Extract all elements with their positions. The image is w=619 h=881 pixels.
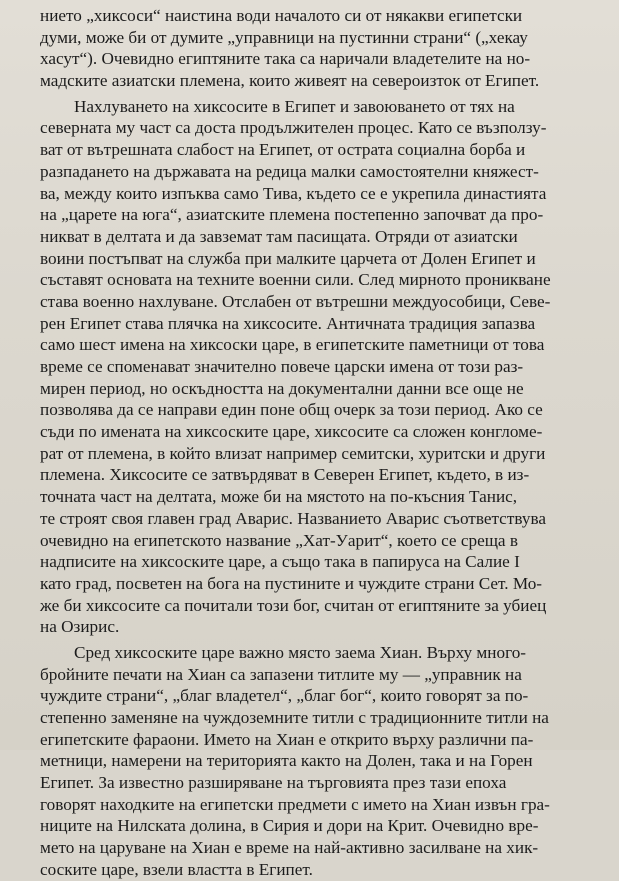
paragraph-2 (40, 96, 608, 638)
text-line: нието „хиксоси“ наистина води началото си от някакви египетски (40, 6, 523, 25)
page-text (40, 5, 608, 881)
text-line: северната му част са доста продължителен процес. Като се възползу- (40, 118, 547, 138)
text-line: хасут“). Очевидно египтяните така са наричали владетелите на но- (40, 49, 531, 69)
text-line: никват в делтата и да завземат там пасищата. Отряди от азиатски (40, 226, 518, 246)
text-line: разпадането на държавата на редица малки самостоятелни княжест- (40, 161, 539, 181)
text-line: точната част на делтата, може би на мястото на по-късния Танис, (40, 487, 518, 507)
text-line: на „царете на юга“, азиатските племена постепенно започват да про- (40, 205, 544, 225)
text-line: воини постъпват на служба при малките царчета от Долен Египет и (40, 248, 536, 268)
text-line: става военно нахлуване. Отслабен от вътрешни междуособици, Севе- (40, 291, 551, 311)
text-line: говорят находките на египетски предмети с името на Хиан извън гра- (40, 794, 550, 814)
text-line: чуждите страни“, „благ владетел“, „благ бог“, които говорят за по- (40, 686, 529, 706)
text-line: бройните печати на Хиан са запазени титлите му — „управник на (40, 664, 522, 684)
text-line: позволява да се направи един поне общ очерк за този период. Ако се (40, 400, 543, 420)
text-line: племена. Хиксосите се затвърдяват в Северен Египет, където, в из- (40, 465, 530, 485)
text-line: Нахлуването на хиксосите в Египет и завоюването от тях на (74, 96, 515, 116)
text-line: като град, посветен на бога на пустините и чуждите страни Сет. Мо- (40, 573, 543, 593)
text-line: Египет. За известно разширяване на търговията през тази епоха (40, 773, 507, 793)
text-line: ва, между които изпъква само Тива, където се е укрепила династията (40, 183, 547, 203)
text-line: рен Египет става плячка на хиксосите. Античната традиция запазва (40, 313, 536, 333)
text-line: съставят основата на техните военни сили. След мирното проникване (40, 270, 551, 290)
text-line: степенно заменяне на чуждоземните титли с традиционните титли на (40, 708, 549, 727)
text-line: Сред хиксоските царе важно място заема Хиан. Върху много- (74, 642, 527, 662)
text-line: съди по имената на хиксоските царе, хиксосите са сложен конгломе- (40, 422, 543, 442)
text-line: на Озирис. (40, 617, 120, 637)
text-line: те строят своя главен град Аварис. Названието Аварис съответствува (40, 508, 546, 528)
text-line: време се споменават значително повече царски имена от този раз- (40, 357, 524, 376)
text-line: рат от племена, в който влизат например семитски, хуритски и други (40, 443, 546, 463)
text-line: же би хиксосите са почитали този бог, считан от египтяните за убиец (40, 595, 547, 615)
text-line: мадските азиатски племена, които живеят на североизток от Египет. (40, 71, 540, 91)
text-line: очевидно на египетското название „Хат-Уарит“, което се среща в (40, 530, 518, 550)
text-line: ниците на Нилската долина, в Сирия и дори на Крит. Очевидно вре- (40, 816, 539, 836)
text-line: думи, може би от думите „управници на пустинни страни“ („хекау (40, 27, 528, 47)
text-line: надписите на хиксоските царе, а също така в папируса на Салие I (40, 552, 520, 572)
text-line: мето на царуване на Хиан е време на най-активно засилване на хик- (40, 838, 539, 858)
text-line: соските царе, взели властта в Египет. (40, 859, 313, 879)
paragraph-3 (40, 642, 608, 881)
text-line: мирен период, но оскъдността на документални данни все още не (40, 378, 524, 398)
text-line: египетските фараони. Името на Хиан е открито върху различни па- (40, 729, 534, 749)
text-line: метници, намерени на територията както на Долен, така и на Горен (40, 751, 533, 771)
text-line: само шест имена на хиксоски царе, в египетските паметници от това (40, 335, 545, 355)
paragraph-1 (40, 5, 608, 92)
text-line: ват от вътрешната слабост на Египет, от острата социална борба и (40, 140, 526, 160)
